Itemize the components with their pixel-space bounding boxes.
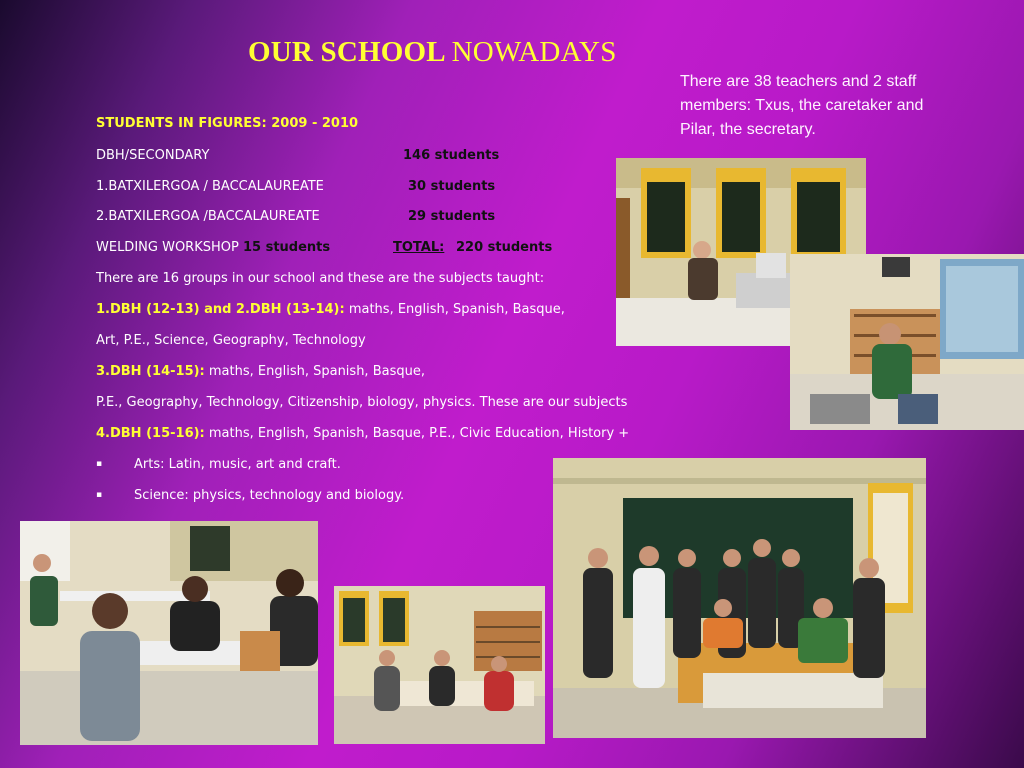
- photo-library: [334, 586, 545, 744]
- title-part-2: NOWADAYS: [451, 36, 617, 68]
- photo-classroom-group: [553, 458, 926, 738]
- figure-value: 30 students: [408, 179, 496, 194]
- total-label: TOTAL:: [393, 240, 445, 255]
- figures-heading: STUDENTS IN FIGURES: 2009 - 2010: [96, 116, 359, 131]
- figure-value: 146 students: [403, 148, 500, 163]
- title-part-1: OUR SCHOOL: [248, 36, 445, 68]
- subjects-row-1: [96, 302, 565, 317]
- group-subjects: maths, English, Spanish, Basque,: [348, 302, 565, 317]
- group-subjects: maths, English, Spanish, Basque, P.E., Civic Education, History +: [208, 426, 630, 441]
- subjects-row-3: [96, 364, 425, 379]
- figure-value: 29 students: [408, 209, 496, 224]
- group-label: 3.DBH (14-15):: [96, 364, 205, 379]
- bullet-text: Arts: Latin, music, art and craft.: [134, 457, 341, 472]
- group-label: 4.DBH (15-16):: [96, 426, 205, 441]
- bullet-marker: ▪: [96, 490, 103, 500]
- group-label: 1.DBH (12-13) and 2.DBH (13-14):: [96, 302, 345, 317]
- figure-row: [96, 179, 496, 194]
- figure-label: DBH/SECONDARY: [96, 148, 210, 163]
- welding-row: [96, 240, 553, 255]
- figure-row: [96, 148, 500, 163]
- figure-label: 2.BATXILERGOA /BACCALAUREATE: [96, 209, 320, 224]
- photo-caretaker: [790, 254, 1024, 430]
- welding-value: 15 students: [242, 240, 331, 255]
- bullet-marker: ▪: [96, 459, 103, 469]
- welding-label: WELDING WORKSHOP: [96, 240, 239, 255]
- group-subjects: maths, English, Spanish, Basque,: [208, 364, 425, 379]
- figure-label: 1.BATXILERGOA / BACCALAUREATE: [96, 179, 324, 194]
- subjects-row-4: [96, 426, 629, 441]
- staff-note: There are 38 teachers and 2 staff members: Txus, the caretaker and Pilar, the secretary.: [680, 73, 924, 138]
- photo-students-desks: [20, 521, 318, 745]
- page-title: [248, 36, 617, 69]
- subjects-row-3b: P.E., Geography, Technology, Citizenship, biology, physics. These are our subjects: [96, 395, 628, 410]
- bullet-text: Science: physics, technology and biology.: [134, 488, 405, 503]
- groups-intro: There are 16 groups in our school and these are the subjects taught:: [96, 271, 545, 286]
- figure-row: [96, 209, 496, 224]
- subjects-row-1b: Art, P.E., Science, Geography, Technology: [96, 333, 366, 348]
- total-value: 220 students: [456, 240, 553, 255]
